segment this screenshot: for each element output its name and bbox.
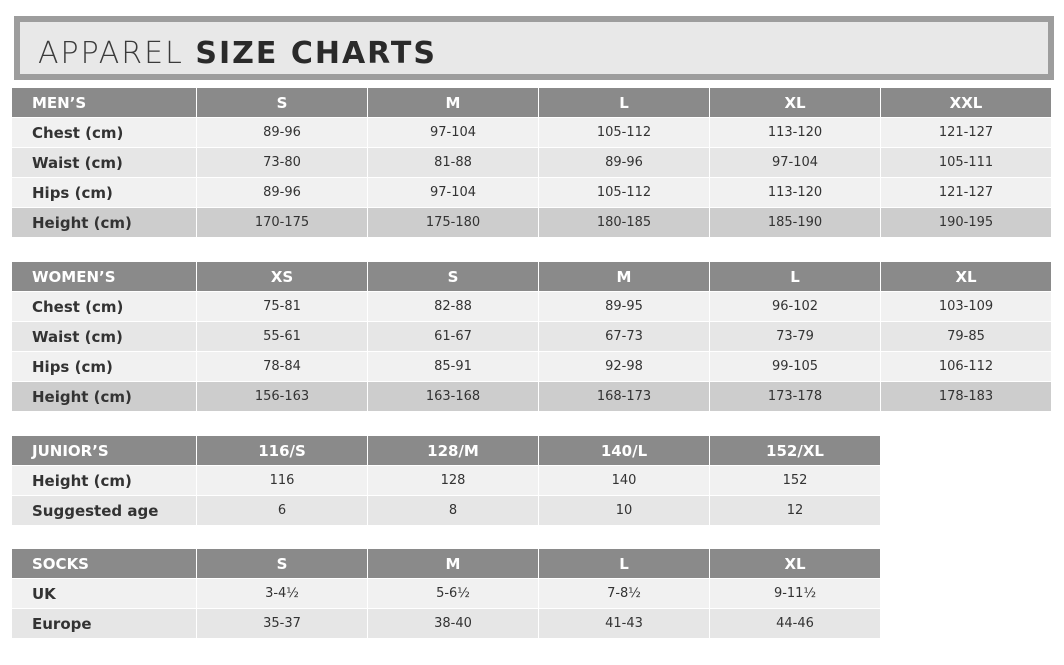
table-cell: 38-40 bbox=[368, 609, 539, 639]
table-cell: 121-127 bbox=[881, 178, 1052, 208]
table-header-cell: XXL bbox=[881, 88, 1052, 118]
table-row bbox=[12, 178, 1052, 208]
table-row bbox=[12, 579, 881, 609]
table-cell: 116 bbox=[197, 466, 368, 496]
table-cell: 185-190 bbox=[710, 208, 881, 238]
table-cell: 35-37 bbox=[197, 609, 368, 639]
mens-size-table bbox=[12, 88, 1052, 238]
table-header-cell: 116/S bbox=[197, 436, 368, 466]
table-cell: 99-105 bbox=[710, 352, 881, 382]
table-cell: 73-80 bbox=[197, 148, 368, 178]
womens-size-table bbox=[12, 262, 1052, 412]
table-header-cell: XL bbox=[881, 262, 1052, 292]
table-row bbox=[12, 292, 1052, 322]
table-cell: 12 bbox=[710, 496, 881, 526]
table-cell: 156-163 bbox=[197, 382, 368, 412]
table-cell: 3-4½ bbox=[197, 579, 368, 609]
table-cell: 173-178 bbox=[710, 382, 881, 412]
table-cell: 105-112 bbox=[539, 178, 710, 208]
table-cell: 170-175 bbox=[197, 208, 368, 238]
table-header-cell: 128/M bbox=[368, 436, 539, 466]
table-cell: 89-96 bbox=[539, 148, 710, 178]
table-header-cell: S bbox=[368, 262, 539, 292]
table-header-cell: XS bbox=[197, 262, 368, 292]
row-label: Hips (cm) bbox=[12, 178, 197, 208]
table-cell: 163-168 bbox=[368, 382, 539, 412]
table-row bbox=[12, 322, 1052, 352]
table-cell: 41-43 bbox=[539, 609, 710, 639]
table-cell: 175-180 bbox=[368, 208, 539, 238]
table-cell: 10 bbox=[539, 496, 710, 526]
table-cell: 81-88 bbox=[368, 148, 539, 178]
table-cell: 121-127 bbox=[881, 118, 1052, 148]
row-label: Height (cm) bbox=[12, 208, 197, 238]
table-cell: 82-88 bbox=[368, 292, 539, 322]
table-cell: 152 bbox=[710, 466, 881, 496]
table-row bbox=[12, 609, 881, 639]
table-cell: 190-195 bbox=[881, 208, 1052, 238]
table-cell: 89-96 bbox=[197, 118, 368, 148]
row-label: Hips (cm) bbox=[12, 352, 197, 382]
table-row bbox=[12, 352, 1052, 382]
table-header-cell: M bbox=[539, 262, 710, 292]
table-header-cell: L bbox=[710, 262, 881, 292]
page-title-light: APPAREL bbox=[38, 36, 184, 71]
table-cell: 79-85 bbox=[881, 322, 1052, 352]
table-cell: 73-79 bbox=[710, 322, 881, 352]
juniors-size-table bbox=[12, 436, 881, 526]
table-header-cell: 152/XL bbox=[710, 436, 881, 466]
table-header-cell: L bbox=[539, 88, 710, 118]
table-cell: 61-67 bbox=[368, 322, 539, 352]
table-cell: 9-11½ bbox=[710, 579, 881, 609]
table-header-row bbox=[12, 262, 1052, 292]
table-cell: 97-104 bbox=[368, 178, 539, 208]
table-cell: 128 bbox=[368, 466, 539, 496]
row-label: Chest (cm) bbox=[12, 292, 197, 322]
table-cell: 140 bbox=[539, 466, 710, 496]
row-label: Height (cm) bbox=[12, 466, 197, 496]
table-cell: 89-95 bbox=[539, 292, 710, 322]
page-title-box bbox=[14, 16, 1054, 80]
row-label: Chest (cm) bbox=[12, 118, 197, 148]
table-row bbox=[12, 382, 1052, 412]
row-label: UK bbox=[12, 579, 197, 609]
table-cell: 106-112 bbox=[881, 352, 1052, 382]
table-cell: 67-73 bbox=[539, 322, 710, 352]
table-cell: 44-46 bbox=[710, 609, 881, 639]
page-title bbox=[38, 36, 437, 71]
table-header-cell: SOCKS bbox=[12, 549, 197, 579]
row-label: Waist (cm) bbox=[12, 322, 197, 352]
table-cell: 7-8½ bbox=[539, 579, 710, 609]
table-cell: 55-61 bbox=[197, 322, 368, 352]
table-header-cell: XL bbox=[710, 88, 881, 118]
table-row bbox=[12, 148, 1052, 178]
table-header-row bbox=[12, 549, 881, 579]
table-header-cell: MEN’S bbox=[12, 88, 197, 118]
table-cell: 103-109 bbox=[881, 292, 1052, 322]
table-cell: 168-173 bbox=[539, 382, 710, 412]
table-cell: 178-183 bbox=[881, 382, 1052, 412]
table-header-cell: L bbox=[539, 549, 710, 579]
row-label: Height (cm) bbox=[12, 382, 197, 412]
table-cell: 180-185 bbox=[539, 208, 710, 238]
table-row bbox=[12, 118, 1052, 148]
table-cell: 75-81 bbox=[197, 292, 368, 322]
table-header-cell: M bbox=[368, 88, 539, 118]
table-cell: 113-120 bbox=[710, 178, 881, 208]
table-header-cell: M bbox=[368, 549, 539, 579]
table-cell: 8 bbox=[368, 496, 539, 526]
table-row bbox=[12, 208, 1052, 238]
table-cell: 105-112 bbox=[539, 118, 710, 148]
row-label: Waist (cm) bbox=[12, 148, 197, 178]
table-cell: 113-120 bbox=[710, 118, 881, 148]
socks-size-table bbox=[12, 549, 881, 639]
table-header-cell: S bbox=[197, 88, 368, 118]
table-cell: 5-6½ bbox=[368, 579, 539, 609]
table-cell: 78-84 bbox=[197, 352, 368, 382]
row-label: Europe bbox=[12, 609, 197, 639]
table-header-row bbox=[12, 436, 881, 466]
table-cell: 105-111 bbox=[881, 148, 1052, 178]
table-cell: 97-104 bbox=[368, 118, 539, 148]
table-cell: 97-104 bbox=[710, 148, 881, 178]
table-header-cell: S bbox=[197, 549, 368, 579]
table-row bbox=[12, 496, 881, 526]
table-header-row bbox=[12, 88, 1052, 118]
table-cell: 96-102 bbox=[710, 292, 881, 322]
table-cell: 85-91 bbox=[368, 352, 539, 382]
table-header-cell: XL bbox=[710, 549, 881, 579]
table-header-cell: 140/L bbox=[539, 436, 710, 466]
table-header-cell: WOMEN’S bbox=[12, 262, 197, 292]
page-title-bold: SIZE CHARTS bbox=[195, 36, 437, 71]
table-row bbox=[12, 466, 881, 496]
table-header-cell: JUNIOR’S bbox=[12, 436, 197, 466]
table-cell: 92-98 bbox=[539, 352, 710, 382]
table-cell: 89-96 bbox=[197, 178, 368, 208]
table-cell: 6 bbox=[197, 496, 368, 526]
row-label: Suggested age bbox=[12, 496, 197, 526]
